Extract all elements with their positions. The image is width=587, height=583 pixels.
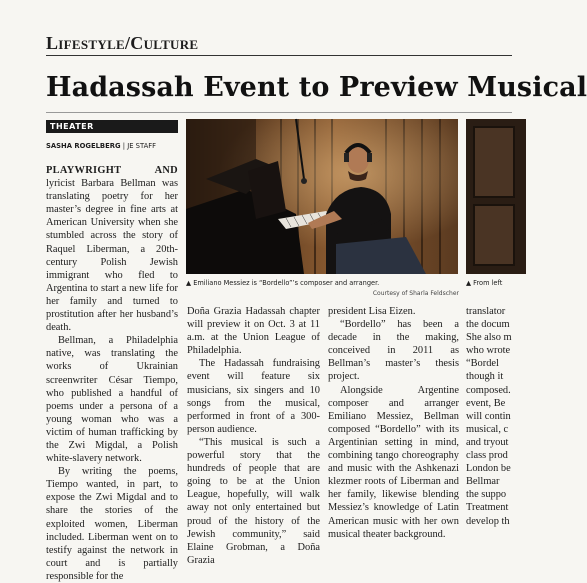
byline-name: SASHA ROGELBERG [46, 142, 121, 150]
category-tag: THEATER [46, 120, 178, 133]
photo-caption [186, 279, 379, 287]
byline [46, 142, 156, 150]
column-line: class prod [466, 450, 508, 462]
pianist-photo [186, 119, 458, 274]
column-line: She also m [466, 332, 512, 344]
paragraph: president Lisa Eizen. [328, 306, 416, 317]
paragraph: Alongside Argentine composer and arranger Emiliano Messiez, Bellman composed “Bordello” with its Argentinian setting in mind, combining tango choreography and music with the Ashkenazi klezmer roots of Liberman and her family, likewise blending Messiez’s knowledge of Latin American music with her own musical theater background. [328, 384, 459, 540]
headline: Hadassah Event to Preview Musical [46, 72, 587, 103]
photo-caption-text: Emiliano Messiez is “Bordello”’s composer and arranger. [193, 279, 380, 287]
paragraph: Bellman, a Philadelphia native, was translating the works of Ukrainian screenwriter César Tiempo, who published a handful of poems under a persona of a young woman who was a victim of human trafficking by the Zwi Migdal, a Polish white-slavery network. [46, 335, 178, 465]
paragraph: “This musical is such a powerful story that the hundreds of people that are going to be at the Union League, hopefully, will walk away not only entertained but proud of the history of the Jewish community,” said Elaine Grobman, a Doña Grazia [187, 436, 320, 566]
column-line: and tryout [466, 436, 509, 448]
column-line: develop th [466, 515, 510, 527]
paragraph: “Bordello” has been a decade in the making, conceived in 2011 as Bellman’s master’s thesis project. [328, 319, 459, 383]
paragraph: Doña Grazia Hadassah chapter will preview it on Oct. 3 at 11 a.m. at the Union League of Philadelphia. [187, 306, 320, 357]
photo-2-caption: ▲ From left [466, 279, 503, 287]
paragraph: The Hadassah fundraising event will feature six musicians, six singers and 10 songs from the musical, performed in front of a 300-person audience. [187, 358, 320, 435]
column-line: “Bordel [466, 358, 499, 370]
section-header: Lifestyle/Culture [46, 33, 199, 53]
column-line: the suppo [466, 489, 507, 501]
article-column-3 [328, 305, 459, 541]
column-line: though it [466, 371, 504, 383]
section-rule [46, 55, 512, 56]
second-photo [466, 119, 526, 274]
column-line: the docum [466, 319, 510, 331]
article-photo [186, 119, 458, 274]
column-line: composed. [466, 384, 511, 396]
article-column-4 [466, 305, 512, 528]
column-line: Treatment [466, 502, 509, 514]
column-line: Bellmar [466, 476, 500, 488]
photo-credit: Courtesy of Sharla Feldscher [372, 290, 459, 297]
column-line: will contin [466, 410, 511, 422]
triangle-marker-icon: ▲ [186, 279, 192, 287]
headline-rule [46, 112, 512, 113]
column-line: translator [466, 306, 506, 317]
byline-role: | JE STAFF [120, 142, 157, 150]
article-column-1 [46, 164, 178, 583]
paragraph [46, 164, 178, 334]
lead-in: PLAYWRIGHT AND [46, 165, 178, 176]
article-column-2 [187, 305, 320, 567]
paragraph: By writing the poems, Tiempo wanted, in part, to expose the Zwi Migdal and to share the stories of the exploited women, Liberman included. Liberman went on to testify against the network in court and is partially responsible for the [46, 466, 178, 582]
column-line: musical, c [466, 423, 509, 435]
article-photo-2 [466, 119, 526, 274]
column-line: event, Be [466, 397, 506, 409]
column-line: London be [466, 463, 511, 475]
column-line: who wrote [466, 345, 511, 357]
paragraph-text: lyricist Barbara Bellman was translating poetry for her master’s degree in fine arts at American University when she stumbled across the story of Raquel Liberman, a 20th-century Polish Jewish immigrant who fled to Argentina to start a new life for her family and turned to prostitution after her husband’s death. [46, 178, 178, 334]
